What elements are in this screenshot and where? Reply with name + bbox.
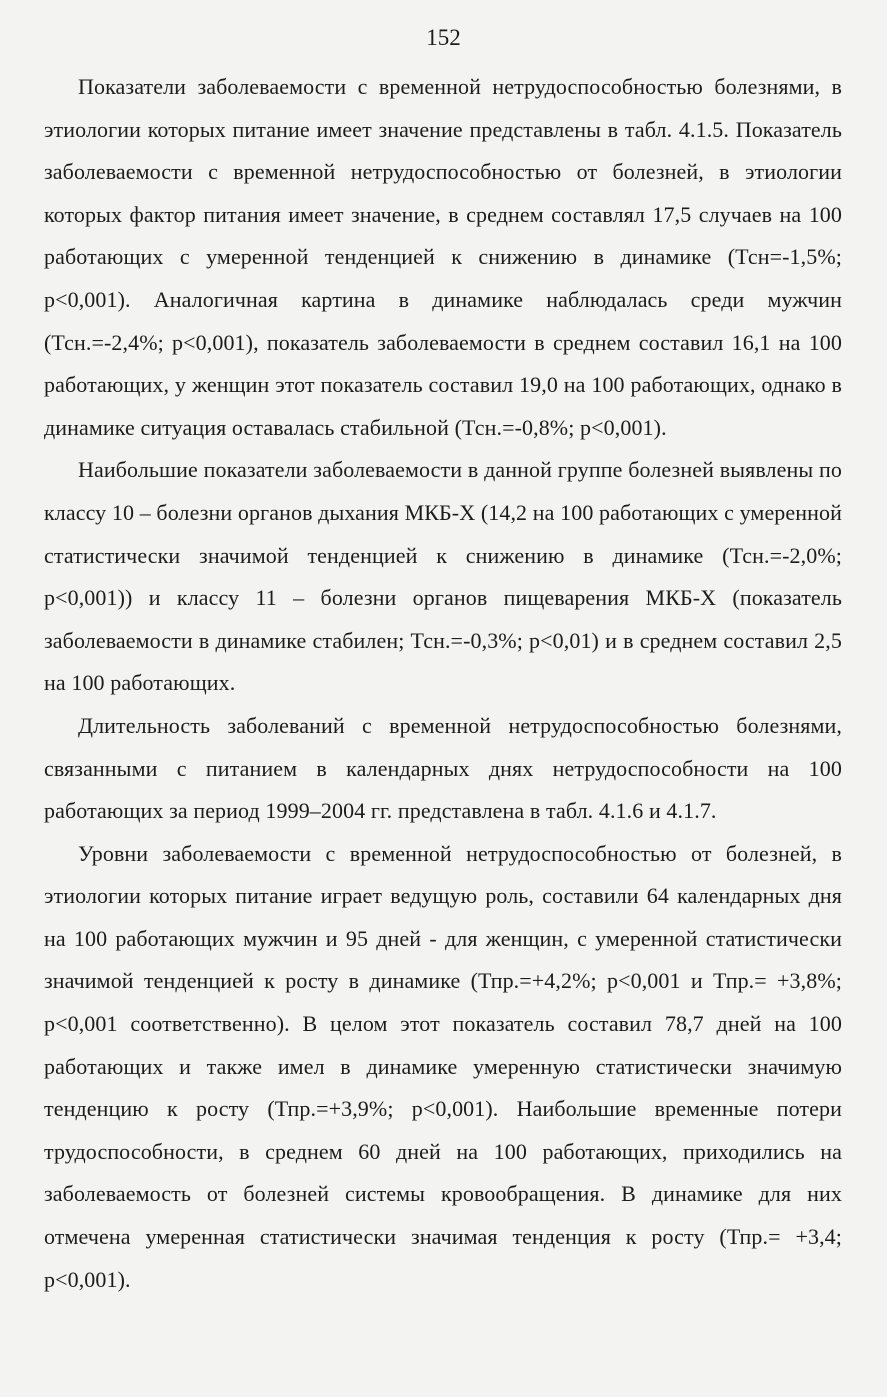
body-text (44, 66, 842, 1301)
paragraph-2: Наибольшие показатели заболеваемости в данной группе болезней выявлены по классу 10 – болезни органов дыхания МКБ-X (14,2 на 100 работающих с умеренной статистически значимой тенденцией к снижению в динамике (Тсн.=-2,0%; p<0,001)) и классу 11 – болезни органов пищеварения МКБ-X (показатель заболеваемости в динамике стабилен; Тсн.=-0,3%; p<0,01) и в среднем составил 2,5 на 100 работающих. (44, 457, 842, 696)
page-number: 152 (426, 25, 461, 50)
paragraph-1: Показатели заболеваемости с временной нетрудоспособностью болезнями, в этиологии которых питание имеет значение представлены в табл. 4.1.5. Показатель заболеваемости с временной нетрудоспособностью от болезней, в этиологии которых фактор питания имеет значение, в среднем составлял 17,5 случаев на 100 работающих с умеренной тенденцией к снижению в динамике (Тсн=-1,5%; p<0,001). Аналогичная картина в динамике наблюдалась среди мужчин (Тсн.=-2,4%; p<0,001), показатель заболеваемости в среднем составил 16,1 на 100 работающих, у женщин этот показатель составил 19,0 на 100 работающих, однако в динамике ситуация оставалась стабильной (Тсн.=-0,8%; p<0,001). (44, 74, 842, 440)
paragraph-3: Длительность заболеваний с временной нетрудоспособностью болезнями, связанными с питанием в календарных днях нетрудоспособности на 100 работающих за период 1999–2004 гг. представлена в табл. 4.1.6 и 4.1.7. (44, 712, 842, 824)
paragraph-4: Уровни заболеваемости с временной нетрудоспособностью от болезней, в этиологии которых питание играет ведущую роль, составили 64 календарных дня на 100 работающих мужчин и 95 дней - для женщин, с умеренной статистически значимой тенденцией к росту в динамике (Тпр.=+4,2%; p<0,001 и Тпр.= +3,8%; p<0,001 соответственно). В целом этот показатель составил 78,7 дней на 100 работающих и также имел в динамике умеренную статистически значимую тенденцию к росту (Тпр.=+3,9%; p<0,001). Наибольшие временные потери трудоспособности, в среднем 60 дней на 100 работающих, приходились на заболеваемость от болезней системы кровообращения. В динамике для них отмечена умеренная статистически значимая тенденция к росту (Тпр.= +3,4; p<0,001). (44, 840, 842, 1292)
